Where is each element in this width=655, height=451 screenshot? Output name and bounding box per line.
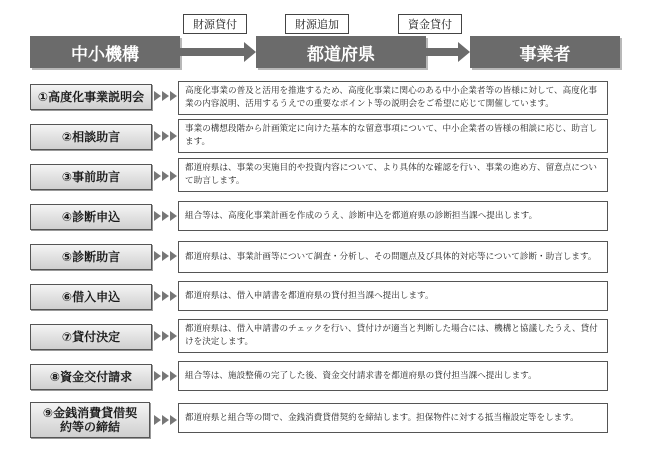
arrow-right-icon — [244, 42, 256, 62]
step-8-text: 組合等は、施設整備の完了した後、資金交付請求書を都道府県の貸付担当課へ提出します。 — [185, 370, 537, 381]
entity-business-operator: 事業者 — [470, 36, 620, 68]
step-5-text: 都道府県は、事業計画等について調査・分析し、その問題点及び具体的対応等について診断・助言します。 — [185, 251, 597, 262]
step-4-description — [178, 201, 608, 231]
step-9-text: 都道府県と組合等の間で、金銭消費貸借契約を締結します。担保物件に対する抵当権設定等をします。 — [185, 412, 579, 423]
step-1-label: ①高度化事業説明会 — [30, 84, 152, 110]
entity-prefecture: 都道府県 — [256, 36, 426, 68]
flow-label-fund-loan: 資金貸付 — [398, 14, 462, 34]
triple-chevron-right-icon — [154, 251, 178, 261]
step-4-label: ④診断申込 — [30, 204, 152, 230]
step-8-label: ⑧資金交付請求 — [30, 364, 152, 390]
step-5-description — [178, 241, 608, 273]
step-6-description — [178, 281, 608, 311]
step-9-label: ⑨金銭消費貸借契約等の締結 — [30, 402, 150, 438]
step-2-label: ②相談助言 — [30, 124, 152, 150]
step-1-text: 高度化事業の普及と活用を推進するため、高度化事業に関心のある中小企業者等の皆様に対して、高度化事業の内容説明、活用するうえでの重要なポイント等の説明会をご希望に応じて開催しています。 — [185, 86, 597, 109]
step-7-description — [178, 319, 608, 353]
triple-chevron-right-icon — [154, 331, 178, 341]
triple-chevron-right-icon — [154, 211, 178, 221]
flow-label-funding-addition: 財源追加 — [285, 14, 349, 34]
triple-chevron-right-icon — [154, 171, 178, 181]
step-7-label: ⑦貸付決定 — [30, 324, 152, 350]
step-6-text: 都道府県は、借入申請書を都道府県の貸付担当課へ提出します。 — [185, 290, 434, 301]
step-5-label: ⑤診断助言 — [30, 244, 152, 270]
step-3-text: 都道府県は、事業の実施目的や投資内容について、より具体的な確認を行い、事業の進め方、留意点について助言します。 — [185, 163, 597, 186]
triple-chevron-right-icon — [154, 371, 178, 381]
flow-arrow-2-shaft — [426, 48, 458, 56]
arrow-right-icon — [458, 42, 470, 62]
step-4-text: 組合等は、高度化事業計画を作成のうえ、診断申込を都道府県の診断担当課へ提出します。 — [185, 210, 538, 221]
triple-chevron-right-icon — [154, 91, 178, 101]
step-3-description — [178, 158, 608, 192]
flow-arrow-1-shaft — [180, 48, 244, 56]
triple-chevron-right-icon — [154, 291, 178, 301]
entity-smrj: 中小機構 — [30, 36, 180, 68]
step-6-label: ⑥借入申込 — [30, 284, 152, 310]
step-2-description — [178, 119, 608, 153]
flow-label-funding-loan: 財源貸付 — [183, 14, 247, 34]
triple-chevron-right-icon — [154, 131, 178, 141]
funding-flow — [0, 0, 655, 78]
step-3-label: ③事前助言 — [30, 164, 152, 190]
triple-chevron-right-icon — [154, 415, 178, 425]
step-9-description — [178, 403, 608, 433]
step-8-description — [178, 361, 608, 391]
step-1-description — [178, 81, 608, 115]
step-7-text: 都道府県は、借入申請書のチェックを行い、貸付けが適当と判断した場合には、機構と協議したうえ、貸付けを決定します。 — [185, 324, 598, 347]
step-2-text: 事業の構想段階から計画策定に向けた基本的な留意事項について、中小企業者の皆様の相談に応じ、助言します。 — [185, 124, 598, 147]
